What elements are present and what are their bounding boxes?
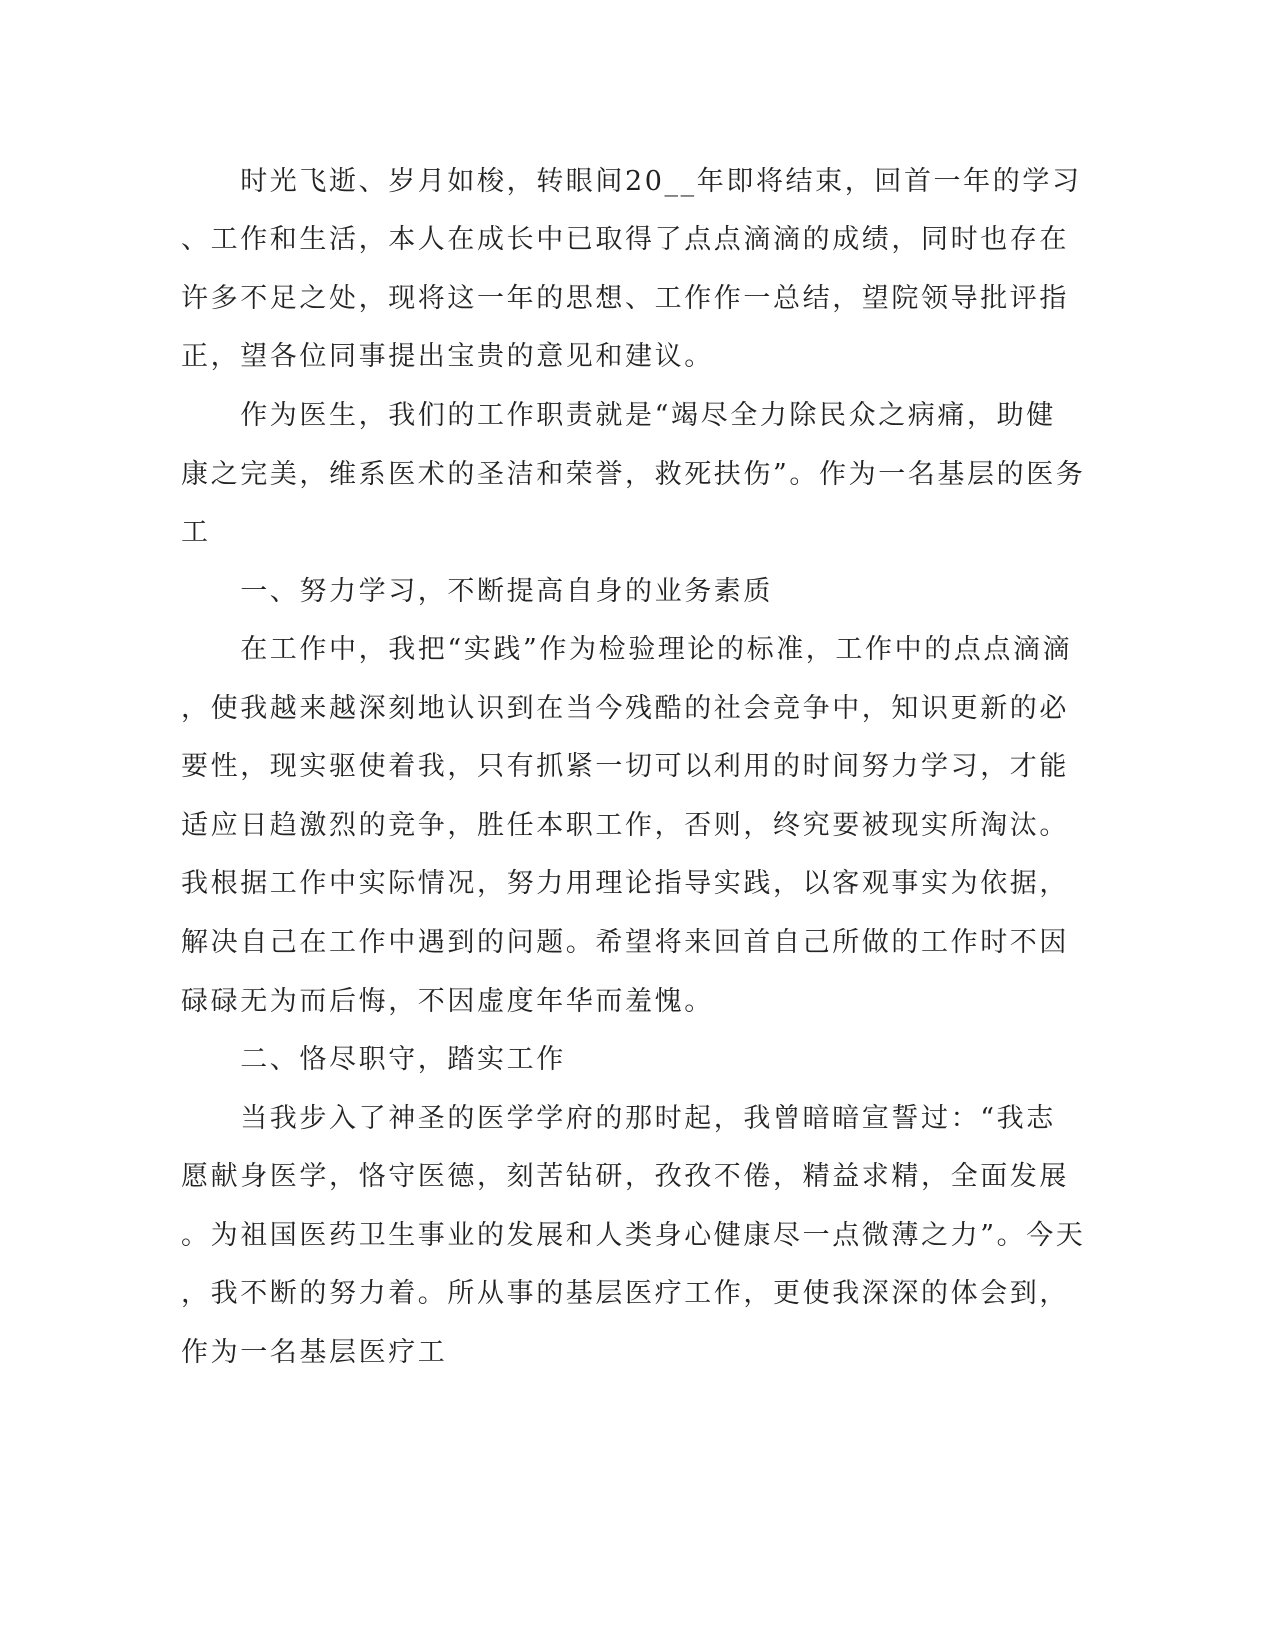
text-line: 当我步入了神圣的医学学府的那时起，我曾暗暗宣誓过：“我志 — [181, 1103, 1056, 1134]
text-line: 碌碌无为而后悔，不因虚度年华而羞愧。 — [181, 986, 714, 1017]
text-line: 康之完美，维系医术的圣洁和荣誉，救死扶伤”。作为一名基层的医务 — [181, 459, 1086, 490]
text-line: 许多不足之处，现将这一年的思想、工作作一总结，望院领导批评指 — [181, 283, 1069, 314]
text-line: ，我不断的努力着。所从事的基层医疗工作，更使我深深的体会到， — [181, 1278, 1069, 1309]
section-heading: 二、恪尽职守，踏实工作 — [181, 1044, 566, 1075]
text-line: 工 — [181, 517, 211, 548]
text-line: 要性，现实驱使着我，只有抓紧一切可以利用的时间努力学习，才能 — [181, 751, 1069, 782]
section-heading: 一、努力学习，不断提高自身的业务素质 — [181, 576, 773, 607]
text-line: ，使我越来越深刻地认识到在当今残酷的社会竞争中，知识更新的必 — [181, 693, 1069, 724]
text-line: 。为祖国医药卫生事业的发展和人类身心健康尽一点微薄之力”。今天 — [181, 1220, 1086, 1251]
text-line: 我根据工作中实际情况，努力用理论指导实践，以客观事实为依据， — [181, 868, 1069, 899]
text-line: 作为一名基层医疗工 — [181, 1337, 448, 1368]
text-line: 解决自己在工作中遇到的问题。希望将来回首自己所做的工作时不因 — [181, 927, 1069, 958]
text-line: 在工作中，我把“实践”作为检验理论的标准，工作中的点点滴滴 — [181, 634, 1073, 665]
text-line: 正，望各位同事提出宝贵的意见和建议。 — [181, 341, 714, 372]
text-line: 作为医生，我们的工作职责就是“竭尽全力除民众之病痛，助健 — [181, 400, 1056, 431]
text-line: 适应日趋激烈的竞争，胜任本职工作，否则，终究要被现实所淘汰。 — [181, 810, 1069, 841]
text-line: 、工作和生活，本人在成长中已取得了点点滴滴的成绩，同时也存在 — [181, 224, 1069, 255]
text-line: 愿献身医学，恪守医德，刻苦钻研，孜孜不倦，精益求精，全面发展 — [181, 1161, 1069, 1192]
text-line: 时光飞逝、岁月如梭，转眼间20__年即将结束，回首一年的学习 — [181, 166, 1082, 197]
